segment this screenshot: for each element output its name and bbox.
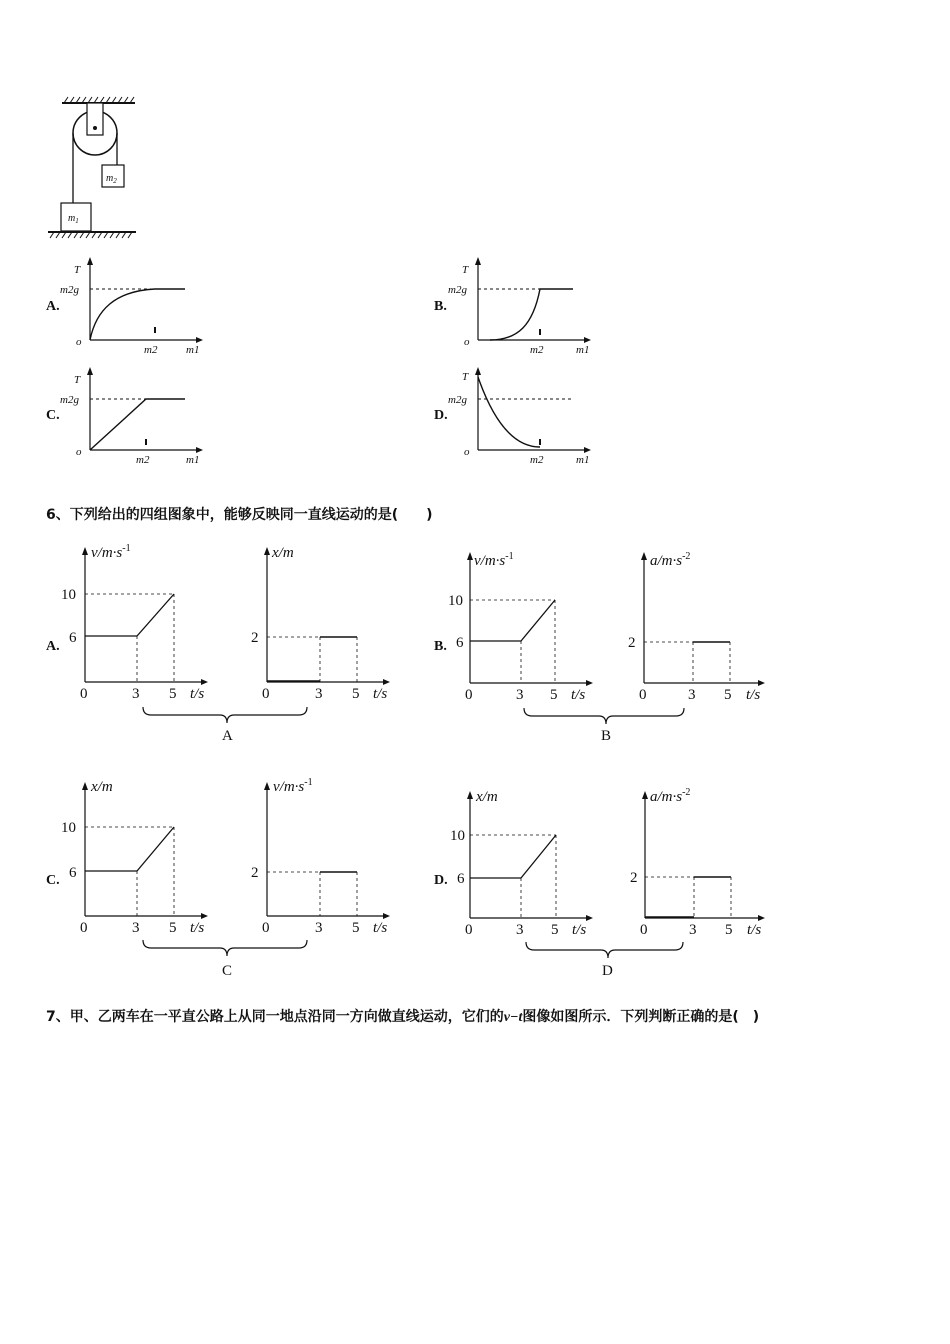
series-line <box>470 835 556 878</box>
motion-graphs-d <box>440 780 790 990</box>
option-a-label[interactable]: A. <box>46 299 60 314</box>
svg-text:t/s: t/s <box>190 686 205 702</box>
question-7-text-a: 7、甲、乙两车在一平直公路上从同一地点沿同一方向做直线运动，它们的 <box>46 1009 504 1025</box>
svg-text:v/m·s-1: $v/m\cdot s^{-1}$ <box>273 777 313 795</box>
svg-text:A: A <box>222 728 233 744</box>
svg-text:3: 3 <box>688 687 696 703</box>
svg-text:6: 6 <box>69 630 77 646</box>
svg-text:x/m: x/m <box>476 789 498 805</box>
svg-text:6: 6 <box>69 865 77 881</box>
svg-text:3: 3 <box>315 920 323 936</box>
tension-curve <box>90 289 185 340</box>
svg-text:0: 0 <box>640 922 648 938</box>
svg-text:B: B <box>601 728 612 744</box>
option-d-label[interactable]: D. <box>434 408 448 423</box>
svg-text:o: o <box>464 336 470 348</box>
svg-text:3: 3 <box>132 686 140 702</box>
tension-curve <box>90 399 185 450</box>
svg-text:T: T <box>462 264 469 276</box>
option-b-label[interactable]: B. <box>434 299 447 314</box>
svg-text:t/s: t/s <box>572 922 587 938</box>
svg-text:t/s: t/s <box>373 686 388 702</box>
motion-graphs-c <box>55 770 405 980</box>
group-brace <box>524 708 684 724</box>
svg-text:m2: m2 <box>530 454 544 466</box>
series-line <box>470 600 555 641</box>
tension-graph-d <box>448 365 598 470</box>
option-6b-label[interactable]: B. <box>434 639 447 654</box>
svg-text:t/s: t/s <box>747 922 762 938</box>
svg-text:10: 10 <box>61 587 76 603</box>
svg-text:v/m·s-1: $v/m\cdot s^{-1}$ <box>474 551 514 569</box>
svg-text:0: 0 <box>465 687 473 703</box>
pulley-diagram <box>40 95 150 245</box>
svg-text:m2: m2 <box>530 344 544 356</box>
svg-text:t/s: t/s <box>373 920 388 936</box>
option-6c-label[interactable]: C. <box>46 873 60 888</box>
option-c-label[interactable]: C. <box>46 408 60 423</box>
svg-text:3: 3 <box>516 687 524 703</box>
svg-text:o: o <box>76 446 82 458</box>
tension-graph-a <box>60 255 210 360</box>
tension-curve <box>490 289 573 340</box>
svg-text:2: 2 <box>251 630 259 646</box>
motion-graphs-b <box>440 540 790 750</box>
tension-graph-b <box>448 255 598 360</box>
question-6-title: 6、下列给出的四组图象中，能够反映同一直线运动的是( ) <box>46 507 433 523</box>
question-7-title <box>46 1006 759 1026</box>
question-7-text-b: 图像如图所示．下列判断正确的是( ) <box>522 1009 760 1025</box>
svg-text:m2g: m2g <box>448 394 467 406</box>
svg-text:m2g: m2g <box>448 284 467 296</box>
svg-text:0: 0 <box>262 686 270 702</box>
svg-text:5: 5 <box>169 920 177 936</box>
svg-text:3: 3 <box>516 922 524 938</box>
svg-text:t/s: t/s <box>190 920 205 936</box>
svg-text:a/m·s-2: $a/m\cdot s^{-2}$ <box>650 551 691 569</box>
tension-curve <box>478 377 540 447</box>
svg-text:T: T <box>462 371 469 383</box>
svg-text:5: 5 <box>550 687 558 703</box>
svg-text:5: 5 <box>725 922 733 938</box>
svg-text:10: 10 <box>450 828 465 844</box>
svg-text:2: 2 <box>630 870 638 886</box>
svg-text:T: T <box>74 264 81 276</box>
series-line <box>85 594 174 636</box>
svg-text:6: 6 <box>457 871 465 887</box>
svg-text:3: 3 <box>132 920 140 936</box>
svg-text:a/m·s-2: $a/m\cdot s^{-2}$ <box>650 787 691 805</box>
svg-text:T: T <box>74 374 81 386</box>
svg-text:x/m: x/m <box>272 545 294 561</box>
svg-text:m1: m1 <box>576 454 590 466</box>
svg-text:m2: m2 <box>144 344 158 356</box>
svg-text:5: 5 <box>169 686 177 702</box>
option-6d-label[interactable]: D. <box>434 873 448 888</box>
option-6a-label[interactable]: A. <box>46 639 60 654</box>
svg-text:t/s: t/s <box>571 687 586 703</box>
tension-graph-c <box>60 365 210 470</box>
svg-text:m2g: m2g <box>60 284 79 296</box>
svg-text:m2g: m2g <box>60 394 79 406</box>
svg-text:o: o <box>76 336 82 348</box>
svg-text:5: 5 <box>352 686 360 702</box>
question-7-vt: v−t <box>503 1010 523 1025</box>
svg-text:6: 6 <box>456 635 464 651</box>
svg-text:v/m·s-1: $v/m\cdot s^{-1}$ <box>91 543 131 561</box>
svg-text:5: 5 <box>551 922 559 938</box>
svg-text:m1: m1 <box>186 344 200 356</box>
svg-text:5: 5 <box>352 920 360 936</box>
svg-text:2: 2 <box>628 635 636 651</box>
svg-text:0: 0 <box>639 687 647 703</box>
svg-text:C: C <box>222 963 233 979</box>
svg-text:0: 0 <box>80 686 88 702</box>
svg-text:D: D <box>602 963 613 979</box>
svg-text:0: 0 <box>262 920 270 936</box>
svg-text:5: 5 <box>724 687 732 703</box>
svg-text:x/m: x/m <box>91 779 113 795</box>
svg-text:2: 2 <box>251 865 259 881</box>
svg-text:m1: m1 <box>576 344 590 356</box>
group-brace <box>526 942 683 958</box>
svg-text:0: 0 <box>465 922 473 938</box>
svg-text:m2: $m_2$ <box>106 173 117 185</box>
svg-text:0: 0 <box>80 920 88 936</box>
series-line <box>85 827 174 871</box>
motion-graphs-a <box>55 535 405 745</box>
group-brace <box>143 707 307 723</box>
svg-text:m1: m1 <box>186 454 200 466</box>
svg-text:10: 10 <box>61 820 76 836</box>
svg-text:10: 10 <box>448 593 463 609</box>
svg-text:o: o <box>464 446 470 458</box>
svg-text:3: 3 <box>315 686 323 702</box>
svg-text:m1: $m_1$ <box>68 213 79 225</box>
group-brace <box>143 940 307 956</box>
svg-text:3: 3 <box>689 922 697 938</box>
svg-text:m2: m2 <box>136 454 150 466</box>
svg-text:t/s: t/s <box>746 687 761 703</box>
